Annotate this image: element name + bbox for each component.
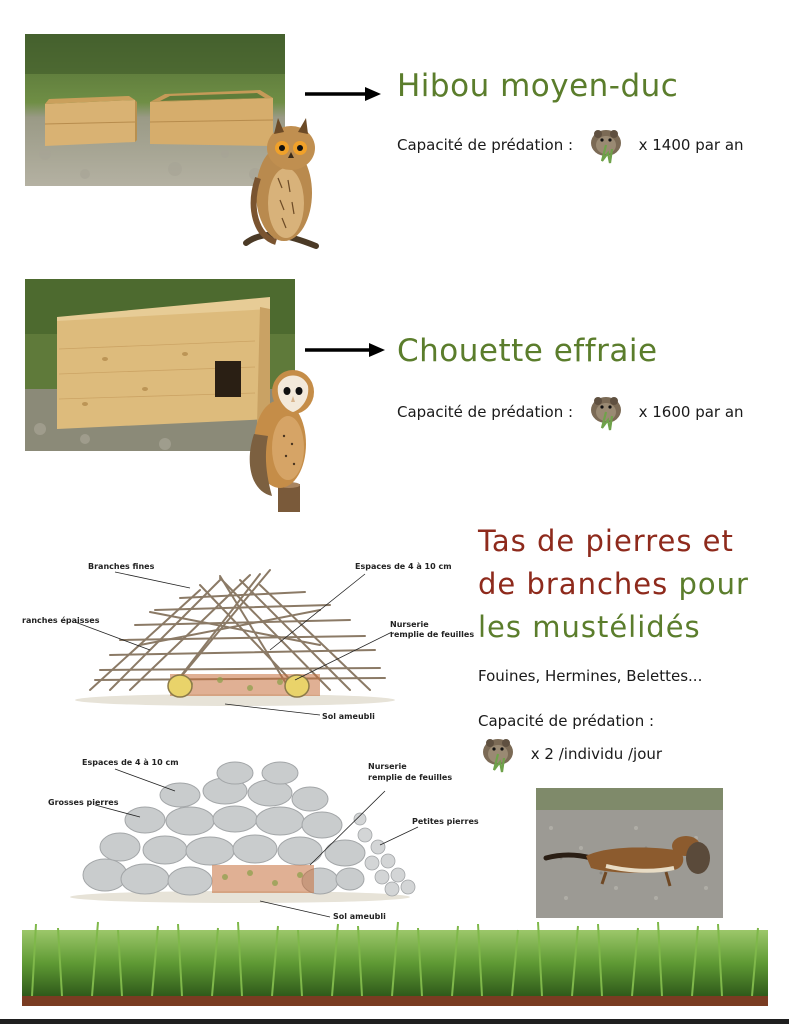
vole-icon xyxy=(586,392,626,432)
mustelid-shelter-title xyxy=(478,520,768,649)
label-stone-soil: Sol ameubli xyxy=(333,912,386,921)
title-line-3: les mustélidés xyxy=(478,610,701,644)
vole-icon xyxy=(586,125,626,165)
grass-border xyxy=(22,920,768,1006)
label-stone-nursery-2: remplie de feuilles xyxy=(368,773,453,782)
capacity-value: x 2 /individu /jour xyxy=(530,745,663,763)
capacity-value: x 1600 par an xyxy=(638,403,744,421)
barn-owl-title: Chouette effraie xyxy=(397,333,658,369)
label-branch-soil: Sol ameubli xyxy=(322,712,375,721)
long-eared-owl-title: Hibou moyen-duc xyxy=(397,68,679,104)
title-line-1: Tas de pierres et xyxy=(478,524,734,558)
branch-pile-diagram xyxy=(20,550,460,730)
label-branch-nursery-1: Nurserie xyxy=(390,620,429,629)
capacity-label: Capacité de prédation : xyxy=(397,136,574,154)
long-eared-owl-illustration xyxy=(236,118,324,256)
label-branch-nursery-2: remplie de feuilles xyxy=(390,630,475,639)
mustelid-capacity-label: Capacité de prédation : xyxy=(478,712,655,730)
label-stone-nursery-1: Nurserie xyxy=(368,762,407,771)
label-fine-branches: Branches fines xyxy=(88,562,155,571)
barn-owl-capacity xyxy=(397,392,744,432)
title-line-2-a: de branches xyxy=(478,567,669,601)
species-list: Fouines, Hermines, Belettes... xyxy=(478,667,703,685)
label-stone-spaces: Espaces de 4 à 10 cm xyxy=(82,758,179,767)
arrow-right-icon xyxy=(305,84,381,104)
arrow-right-icon xyxy=(305,340,385,360)
label-small-stones: Petites pierres xyxy=(412,817,479,826)
long-eared-owl-capacity xyxy=(397,125,744,165)
label-thick-branches: ranches épaisses xyxy=(22,616,100,625)
weasel-photo xyxy=(536,788,723,918)
title-line-2 xyxy=(478,563,768,606)
barn-owl-illustration xyxy=(238,364,320,514)
label-big-stones: Grosses pierres xyxy=(48,798,119,807)
vole-icon xyxy=(478,734,518,774)
mustelid-capacity xyxy=(478,734,662,774)
capacity-value: x 1400 par an xyxy=(638,136,744,154)
label-branch-spaces: Espaces de 4 à 10 cm xyxy=(355,562,452,571)
page-bottom-border xyxy=(0,1019,789,1024)
title-line-2-b: pour xyxy=(678,567,749,601)
capacity-label: Capacité de prédation : xyxy=(397,403,574,421)
